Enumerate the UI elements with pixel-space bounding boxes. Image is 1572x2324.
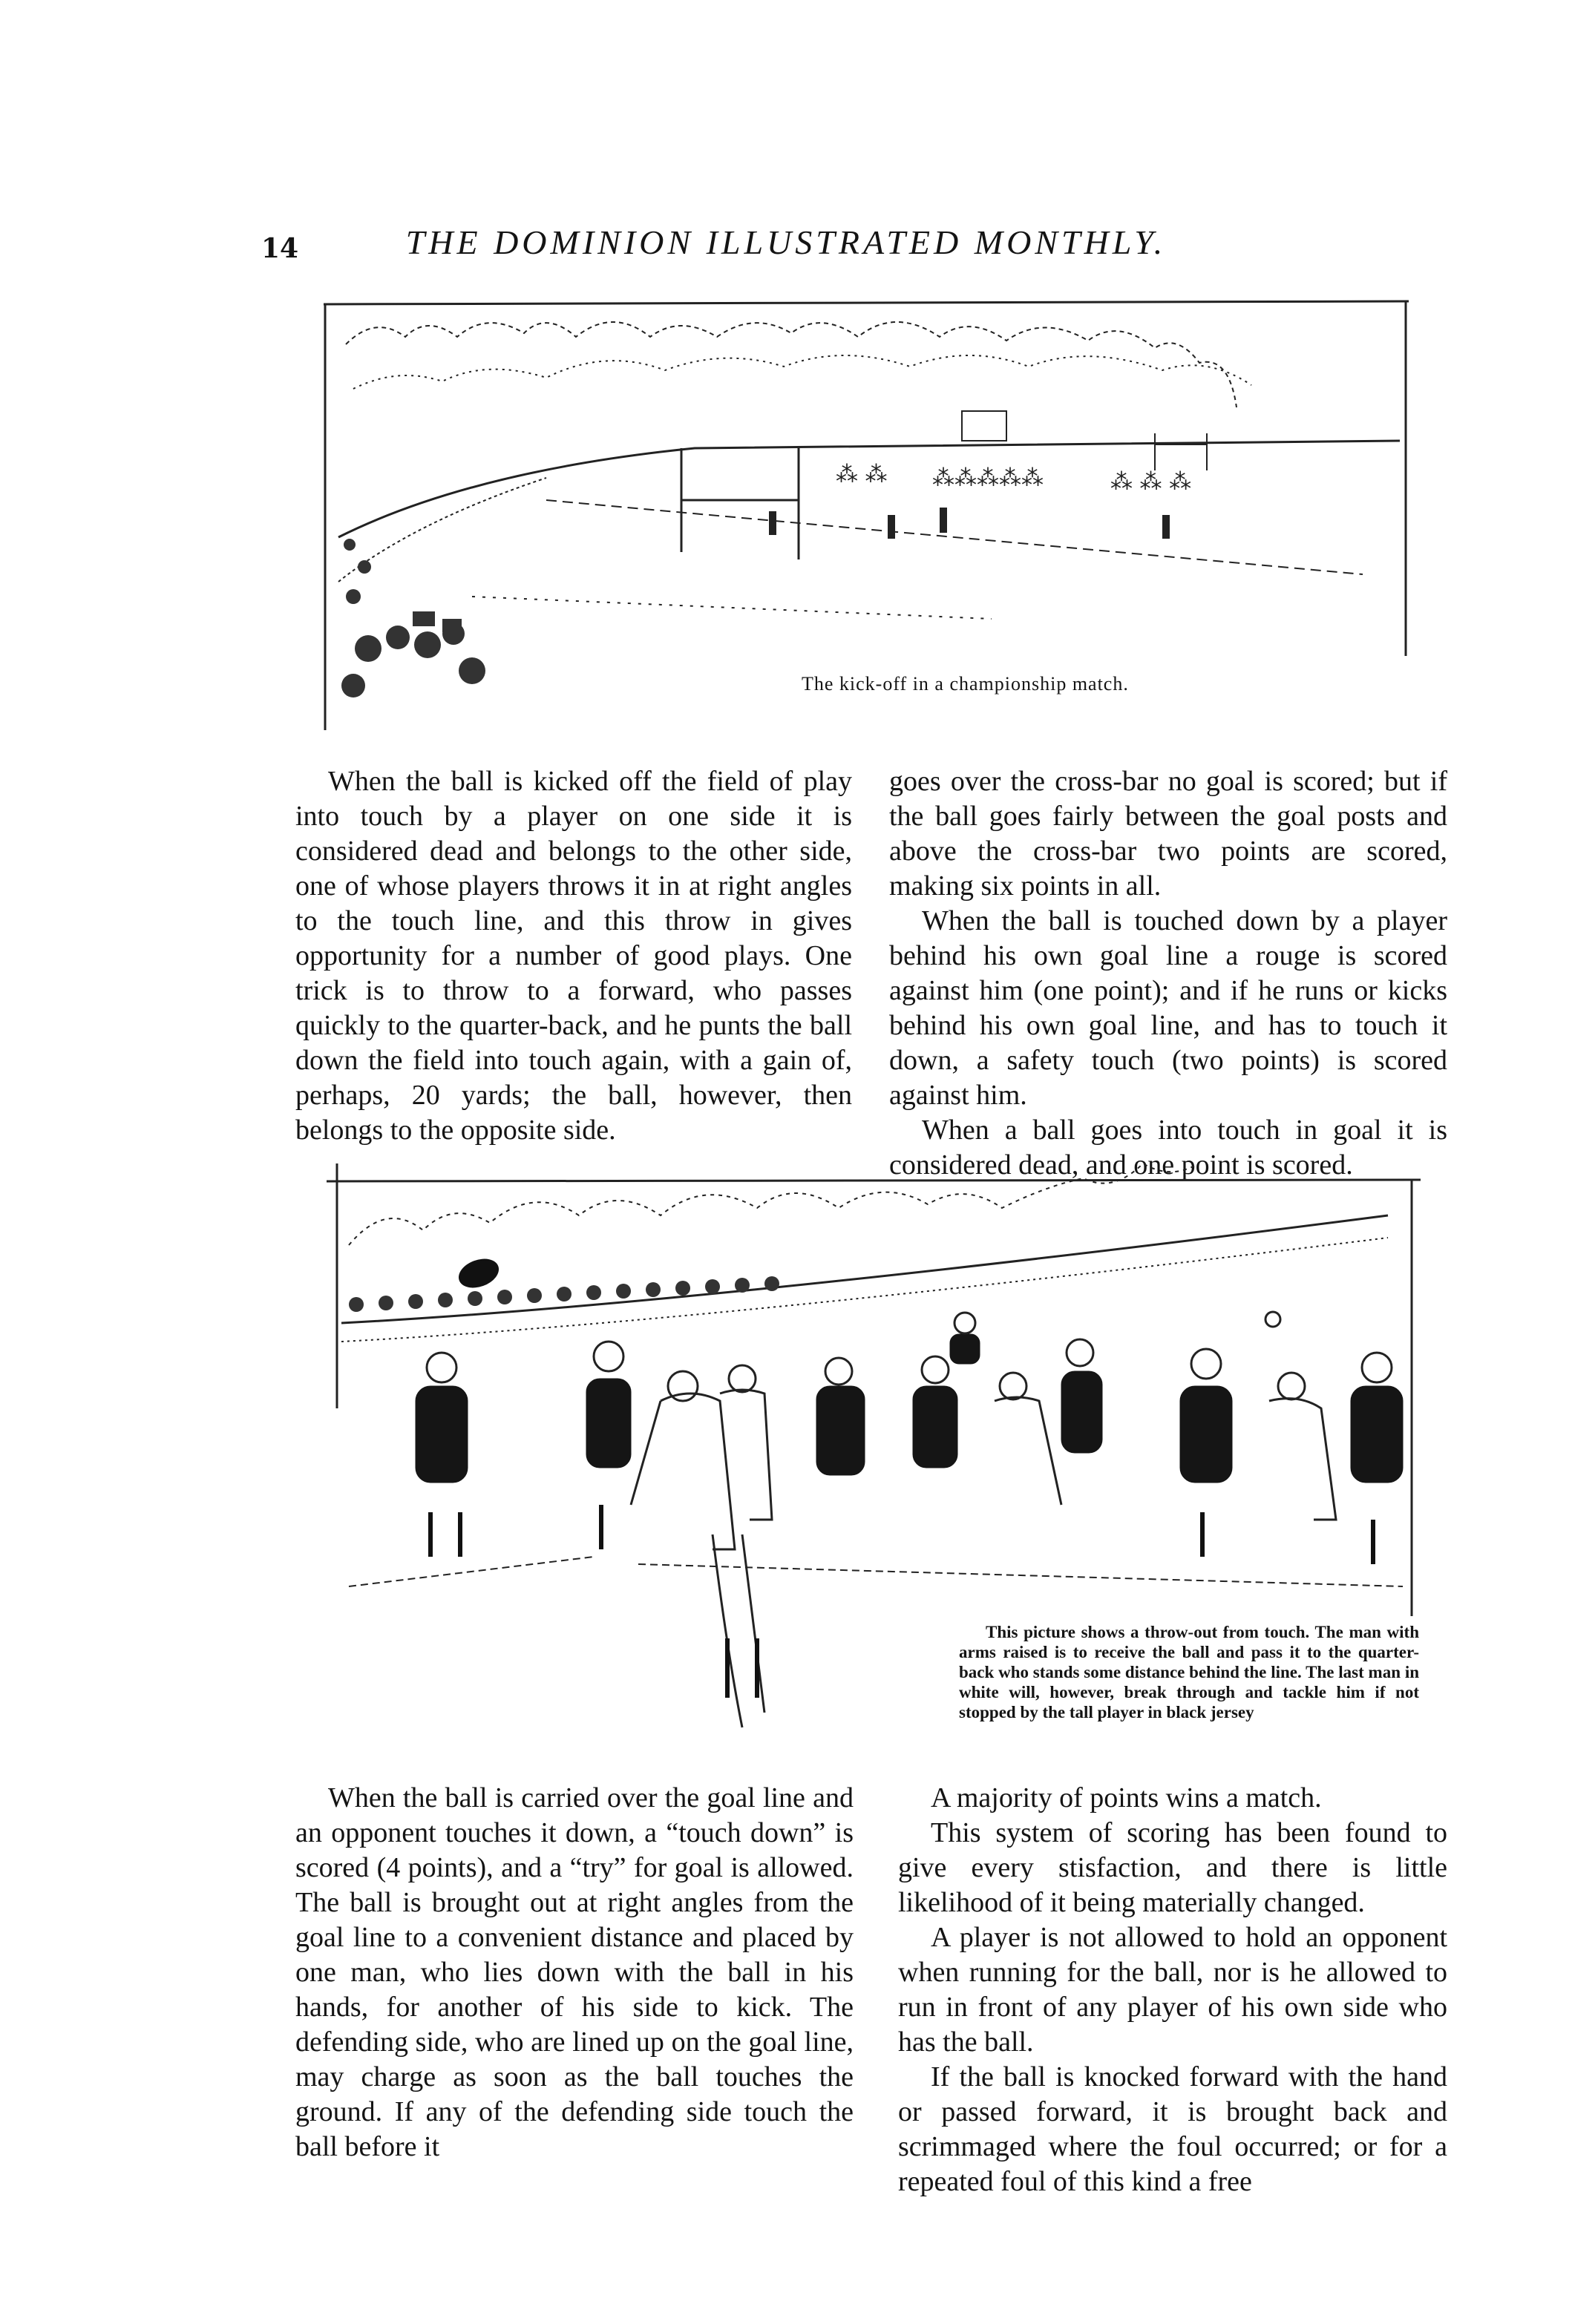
paragraph: When the ball is kicked off the field of play into touch by a player on one side it is considered dead and belongs to the other side, one of whose players throws it in at right angles to the touch line, and this throw in gives opportunity for a number of good plays. One trick is to throw to a forward, who passes quickly to the quarter-back, and he punts the ball down the field into touch again, with a gain of, perhaps, 20 yards; the ball, however, then belongs to the opposite side.: [295, 766, 852, 1146]
svg-text:⁂ ⁂ ⁂: ⁂ ⁂ ⁂: [1110, 469, 1192, 495]
caption-text: This picture shows a throw-out from touch. The man with arms raised is to receive the ball and pass it to the quarter-back who stands some distance behind the line. The last man in white will, however, break through and tackle him if not stopped by the tall player in black jersey: [959, 1623, 1419, 1721]
figure1-caption: The kick-off in a championship match.: [802, 673, 1129, 695]
paragraph: When a ball goes into touch in goal it is considered dead, and one point is scored.: [889, 1115, 1447, 1181]
svg-text:⁂⁂⁂⁂⁂: ⁂⁂⁂⁂⁂: [932, 465, 1044, 491]
paragraph: A player is not allowed to hold an opponent when running for the ball, nor is he allowed to run in front of any player of his own side who has the ball.: [898, 1922, 1447, 2058]
page-number: 14: [261, 233, 299, 264]
paragraph: When the ball is carried over the goal line and an opponent touches it down, a “touch down” is scored (4 points), and a “try” for goal is allowed. The ball is brought out at right angles from the goal line to a convenient distance and placed by one man, who lies down with the ball in his hands, for another of his side to kick. The defending side, who are lined up on the goal line, may charge as soon as the ball touches the ground. If any of the defending side touch the ball before it: [295, 1782, 854, 2162]
kickoff-illustration: [324, 300, 1409, 730]
paragraph: goes over the cross-bar no goal is scored; but if the ball goes fairly between the goal posts and above the cross-bar two points are scored, making six points in all.: [889, 766, 1447, 902]
running-title: THE DOMINION ILLUSTRATED MONTHLY.: [405, 223, 1167, 261]
svg-text:⁂ ⁂: ⁂ ⁂: [836, 462, 888, 488]
paragraph: When the ball is touched down by a player behind his own goal line a rouge is scored against him (one point); and if he runs or kicks behind his own goal line, and has to touch it down, a safety touch (two points) is scored against him.: [889, 905, 1447, 1111]
lower-left-column: [295, 1781, 854, 2164]
paragraph: A majority of points wins a match.: [931, 1782, 1322, 1813]
paragraph: If the ball is knocked forward with the hand or passed forward, it is brought back and scrimmaged where the foul occurred; or for a repeated foul of this kind a free: [898, 2061, 1447, 2197]
upper-right-column: [889, 764, 1447, 1183]
lower-right-column: [898, 1781, 1447, 2199]
figure2-caption: [959, 1622, 1419, 1722]
upper-left-column: [295, 764, 852, 1148]
paragraph: This system of scoring has been found to give every stisfaction, and there is little likelihood of it being materially changed.: [898, 1817, 1447, 1918]
kickoff-drawing: [324, 300, 1409, 730]
